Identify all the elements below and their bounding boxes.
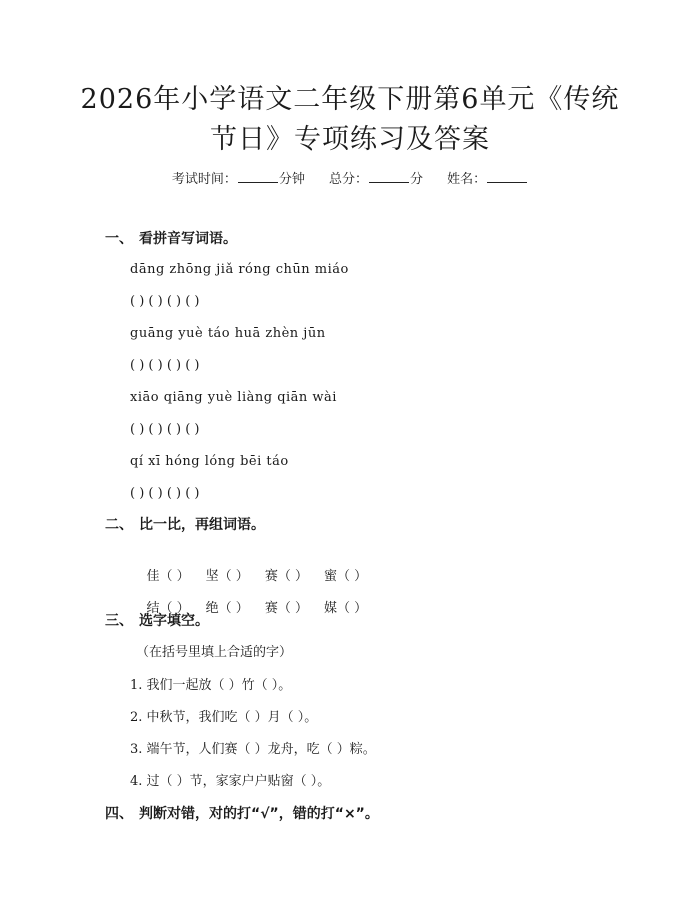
section-3-number: 三、 [105, 613, 133, 629]
compare-item: 赛（ ） [264, 601, 308, 616]
section-2-title: 比一比，再组词语。 [139, 517, 265, 533]
section-3-hint: （在括号里填上合适的字） [136, 645, 293, 660]
section-2-number: 二、 [105, 517, 133, 533]
page-title [60, 80, 640, 160]
title-line-2: 节日》专项练习及答案 [210, 124, 490, 155]
title-line-1: 2026年小学语文二年级下册第6单元《传统 [80, 84, 620, 115]
student-name-label: 姓名： [447, 172, 487, 187]
exam-info-row [0, 168, 700, 190]
answer-blanks-row-2: ( ) ( ) ( ) ( ) [130, 358, 200, 373]
answer-blanks-row-4: ( ) ( ) ( ) ( ) [130, 486, 200, 501]
section-4-heading [105, 804, 379, 824]
section-3-title: 选字填空。 [139, 613, 209, 629]
total-score-label: 总分： [328, 172, 368, 187]
total-score-unit: 分 [410, 172, 424, 187]
section-3-heading [105, 611, 209, 631]
compare-item: 绝（ ） [205, 601, 249, 616]
answer-blanks-row-1: ( ) ( ) ( ) ( ) [130, 294, 200, 309]
pinyin-row-4: qí xī hóng lóng bēi táo [130, 454, 289, 469]
fill-item-4: 4. 过（ ）节，家家户户贴窗（ ）。 [130, 774, 331, 789]
exam-time-label: 考试时间： [171, 172, 237, 187]
total-score-field [329, 168, 423, 190]
compare-item: 媒（ ） [323, 601, 368, 616]
section-4-number: 四、 [105, 806, 133, 822]
student-name-blank [487, 168, 527, 183]
section-1-title: 看拼音写词语。 [139, 231, 237, 247]
pinyin-row-2: guāng yuè táo huā zhèn jūn [130, 326, 326, 341]
section-4-title: 判断对错，对的打“√”，错的打“×”。 [139, 806, 379, 822]
compare-item: 结（ ） [146, 601, 190, 616]
compare-item: 佳（ ） [146, 569, 190, 584]
fill-item-2: 2. 中秋节，我们吃（ ）月（ ）。 [130, 710, 318, 725]
exam-time-blank [238, 168, 278, 183]
exam-time-field [172, 168, 305, 190]
exam-time-unit: 分钟 [278, 172, 305, 187]
fill-item-1: 1. 我们一起放（ ）竹（ ）。 [130, 678, 292, 693]
total-score-blank [369, 168, 409, 183]
student-name-field [447, 168, 528, 190]
pinyin-row-3: xiāo qiāng yuè liàng qiān wài [130, 390, 337, 405]
pinyin-row-1: dāng zhōng jiǎ róng chūn miáo [130, 262, 349, 277]
section-2-heading [105, 515, 265, 535]
compare-item: 赛（ ） [264, 569, 308, 584]
fill-item-3: 3. 端午节，人们赛（ ）龙舟，吃（ ）粽。 [130, 742, 376, 757]
section-1-heading [105, 229, 237, 249]
section-1-number: 一、 [105, 231, 133, 247]
compare-item: 坚（ ） [205, 569, 249, 584]
compare-item: 蜜（ ） [323, 569, 368, 584]
answer-blanks-row-3: ( ) ( ) ( ) ( ) [130, 422, 200, 437]
